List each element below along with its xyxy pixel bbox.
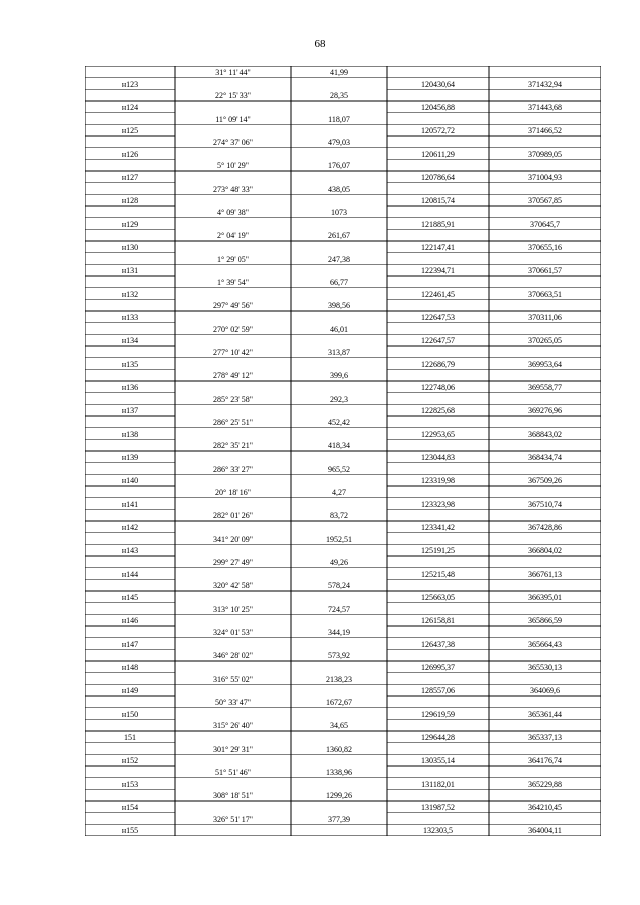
y-coordinate-cell: 370663,51	[528, 289, 562, 299]
direction-angle-cell: 282° 35' 21"	[213, 441, 253, 451]
y-coordinate-cell: 368434,74	[528, 452, 562, 462]
direction-angle-cell: 1° 29' 05"	[217, 254, 249, 264]
x-coordinate-cell: 122686,79	[421, 359, 455, 369]
x-coordinate-cell: 123044,83	[421, 452, 455, 462]
y-coordinate-cell: 370661,57	[528, 266, 562, 276]
y-coordinate-cell: 367509,26	[528, 476, 562, 486]
distance-cell: 1299,26	[326, 791, 352, 801]
distance-cell: 1073	[331, 207, 347, 217]
point-name-cell: н140	[121, 476, 139, 486]
x-coordinate-cell: 122647,57	[421, 336, 455, 346]
x-coordinate-cell: 120611,29	[421, 149, 455, 159]
direction-angle-cell: 297° 49' 56"	[213, 301, 253, 311]
y-coordinate-cell: 365337,13	[528, 732, 562, 742]
point-name-cell: н152	[121, 756, 139, 766]
distance-cell: 34,65	[330, 721, 348, 731]
point-name-cell: н135	[121, 359, 139, 369]
x-coordinate-cell: 122461,45	[421, 289, 455, 299]
direction-angle-cell: 320° 42' 58"	[213, 581, 253, 591]
y-coordinate-cell: 371466,52	[528, 126, 562, 136]
distance-cell: 438,05	[328, 184, 350, 194]
x-coordinate-cell: 122394,71	[421, 266, 455, 276]
distance-cell: 2138,23	[326, 674, 352, 684]
direction-angle-cell: 315° 26' 40"	[213, 721, 253, 731]
direction-angle-cell: 51° 51' 46"	[215, 767, 251, 777]
x-coordinate-cell: 129619,59	[421, 709, 455, 719]
point-name-cell: н146	[121, 616, 139, 626]
direction-angle-cell: 4° 09' 38"	[217, 207, 249, 217]
direction-angle-cell: 341° 20' 09"	[213, 534, 253, 544]
direction-angle-cell: 286° 33' 27"	[213, 464, 253, 474]
point-name-cell: н142	[121, 522, 139, 532]
direction-angle-cell: 11° 09' 14"	[215, 114, 251, 124]
y-coordinate-cell: 364176,74	[528, 756, 562, 766]
x-coordinate-cell: 125191,25	[421, 546, 455, 556]
x-coordinate-cell: 132303,5	[423, 826, 453, 836]
distance-cell: 724,57	[328, 604, 350, 614]
point-name-cell: н133	[121, 312, 139, 322]
direction-angle-cell: 301° 29' 31"	[213, 744, 253, 754]
x-coordinate-cell: 122647,53	[421, 312, 455, 322]
distance-cell: 398,56	[328, 301, 350, 311]
direction-angle-cell: 346° 28' 02"	[213, 651, 253, 661]
y-coordinate-cell: 365866,59	[528, 616, 562, 626]
distance-cell: 399,6	[330, 371, 348, 381]
x-coordinate-cell: 126437,38	[421, 639, 455, 649]
point-name-cell: н143	[121, 546, 139, 556]
y-coordinate-cell: 371443,68	[528, 102, 562, 112]
y-coordinate-cell: 370645,7	[530, 219, 560, 229]
x-coordinate-cell: 128557,06	[421, 686, 455, 696]
x-coordinate-cell: 126158,81	[421, 616, 455, 626]
distance-cell: 573,92	[328, 651, 350, 661]
x-coordinate-cell: 120786,64	[421, 172, 455, 182]
distance-cell: 1360,82	[326, 744, 352, 754]
x-coordinate-cell: 122748,06	[421, 382, 455, 392]
direction-angle-cell: 326° 51' 17"	[213, 814, 253, 824]
y-coordinate-cell: 371432,94	[528, 79, 562, 89]
distance-cell: 344,19	[328, 627, 350, 637]
direction-angle-cell: 1° 39' 54"	[217, 277, 249, 287]
y-coordinate-cell: 366395,01	[528, 592, 562, 602]
y-coordinate-cell: 369276,96	[528, 406, 562, 416]
x-coordinate-cell: 131987,52	[421, 802, 455, 812]
distance-cell: 418,34	[328, 441, 350, 451]
y-coordinate-cell: 365361,44	[528, 709, 562, 719]
point-name-cell: н132	[121, 289, 139, 299]
distance-cell: 46,01	[330, 324, 348, 334]
distance-cell: 292,3	[330, 394, 348, 404]
direction-angle-cell: 5° 10' 29"	[217, 161, 249, 171]
point-name-cell: н141	[121, 499, 139, 509]
y-coordinate-cell: 369558,77	[528, 382, 562, 392]
point-name-cell: н148	[121, 662, 139, 672]
x-coordinate-cell: 125663,05	[421, 592, 455, 602]
y-coordinate-cell: 367510,74	[528, 499, 562, 509]
y-coordinate-cell: 364004,11	[528, 826, 562, 836]
distance-cell: 49,26	[330, 557, 348, 567]
direction-angle-cell: 270° 02' 59"	[213, 324, 253, 334]
direction-angle-cell: 31° 11' 44"	[215, 67, 251, 77]
x-coordinate-cell: 126995,37	[421, 662, 455, 672]
direction-angle-cell: 308° 18' 51"	[213, 791, 253, 801]
distance-cell: 377,39	[328, 814, 350, 824]
direction-angle-cell: 2° 04' 19"	[217, 231, 249, 241]
y-coordinate-cell: 366761,13	[528, 569, 562, 579]
distance-cell: 261,67	[328, 231, 350, 241]
distance-cell: 41,99	[330, 67, 348, 77]
point-name-cell: н131	[121, 266, 139, 276]
direction-angle-cell: 20° 18' 16"	[215, 487, 251, 497]
point-name-cell: н149	[121, 686, 139, 696]
y-coordinate-cell: 367428,86	[528, 522, 562, 532]
y-coordinate-cell: 371004,93	[528, 172, 562, 182]
point-name-cell: н137	[121, 406, 139, 416]
point-name-cell: н123	[121, 79, 139, 89]
distance-cell: 313,87	[328, 347, 350, 357]
point-name-cell: н144	[121, 569, 139, 579]
distance-cell: 479,03	[328, 137, 350, 147]
direction-angle-cell: 316° 55' 02"	[213, 674, 253, 684]
distance-cell: 452,42	[328, 417, 350, 427]
distance-cell: 83,72	[330, 511, 348, 521]
distance-cell: 118,07	[328, 114, 350, 124]
y-coordinate-cell: 370567,85	[528, 196, 562, 206]
x-coordinate-cell: 122825,68	[421, 406, 455, 416]
point-name-cell: н124	[121, 102, 139, 112]
x-coordinate-cell: 120572,72	[421, 126, 455, 136]
x-coordinate-cell: 120456,88	[421, 102, 455, 112]
point-name-cell: н145	[121, 592, 139, 602]
x-coordinate-cell: 122953,65	[421, 429, 455, 439]
distance-cell: 28,35	[330, 91, 348, 101]
direction-angle-cell: 274° 37' 06"	[213, 137, 253, 147]
y-coordinate-cell: 369953,64	[528, 359, 562, 369]
point-name-cell: н128	[121, 196, 139, 206]
x-coordinate-cell: 123341,42	[421, 522, 455, 532]
direction-angle-cell: 286° 25' 51"	[213, 417, 253, 427]
direction-angle-cell: 299° 27' 49"	[213, 557, 253, 567]
coordinates-table	[85, 66, 601, 836]
distance-cell: 578,24	[328, 581, 350, 591]
y-coordinate-cell: 364069,6	[530, 686, 560, 696]
x-coordinate-cell: 120430,64	[421, 79, 455, 89]
x-coordinate-cell: 131182,01	[421, 779, 455, 789]
y-coordinate-cell: 365229,88	[528, 779, 562, 789]
distance-cell: 66,77	[330, 277, 348, 287]
y-coordinate-cell: 370265,05	[528, 336, 562, 346]
y-coordinate-cell: 370311,06	[528, 312, 562, 322]
direction-angle-cell: 313° 10' 25"	[213, 604, 253, 614]
distance-cell: 4,27	[332, 487, 346, 497]
point-name-cell: н130	[121, 242, 139, 252]
y-coordinate-cell: 370655,16	[528, 242, 562, 252]
distance-cell: 1338,96	[326, 767, 352, 777]
point-name-cell: н125	[121, 126, 139, 136]
x-coordinate-cell: 121885,91	[421, 219, 455, 229]
x-coordinate-cell: 122147,41	[421, 242, 455, 252]
point-name-cell: н134	[121, 336, 139, 346]
point-name-cell: н139	[121, 452, 139, 462]
x-coordinate-cell: 120815,74	[421, 196, 455, 206]
y-coordinate-cell: 365530,13	[528, 662, 562, 672]
distance-cell: 1952,51	[326, 534, 352, 544]
y-coordinate-cell: 370989,05	[528, 149, 562, 159]
y-coordinate-cell: 365664,43	[528, 639, 562, 649]
x-coordinate-cell: 129644,28	[421, 732, 455, 742]
x-coordinate-cell: 125215,48	[421, 569, 455, 579]
direction-angle-cell: 278° 49' 12"	[213, 371, 253, 381]
point-name-cell: н155	[121, 826, 139, 836]
point-name-cell: н147	[121, 639, 139, 649]
x-coordinate-cell: 130355,14	[421, 756, 455, 766]
direction-angle-cell: 273° 48' 33"	[213, 184, 253, 194]
distance-cell: 1672,67	[326, 697, 352, 707]
distance-cell: 176,07	[328, 161, 350, 171]
point-name-cell: н126	[121, 149, 139, 159]
point-name-cell: н150	[121, 709, 139, 719]
point-name-cell: н154	[121, 802, 139, 812]
direction-angle-cell: 277° 10' 42"	[213, 347, 253, 357]
direction-angle-cell: 285° 23' 58"	[213, 394, 253, 404]
direction-angle-cell: 324° 01' 53"	[213, 627, 253, 637]
point-name-cell: н129	[121, 219, 139, 229]
point-name-cell: н153	[121, 779, 139, 789]
point-name-cell: н138	[121, 429, 139, 439]
direction-angle-cell: 22° 15' 33"	[215, 91, 251, 101]
page-number: 68	[314, 38, 326, 50]
distance-cell: 247,38	[328, 254, 350, 264]
direction-angle-cell: 50° 33' 47"	[215, 697, 251, 707]
x-coordinate-cell: 123319,98	[421, 476, 455, 486]
y-coordinate-cell: 366804,02	[528, 546, 562, 556]
direction-angle-cell: 282° 01' 26"	[213, 511, 253, 521]
point-name-cell: н136	[121, 382, 139, 392]
y-coordinate-cell: 364210,45	[528, 802, 562, 812]
point-name-cell: н127	[121, 172, 139, 182]
point-name-cell: 151	[124, 732, 136, 742]
y-coordinate-cell: 368843,02	[528, 429, 562, 439]
distance-cell: 965,52	[328, 464, 350, 474]
x-coordinate-cell: 123323,98	[421, 499, 455, 509]
